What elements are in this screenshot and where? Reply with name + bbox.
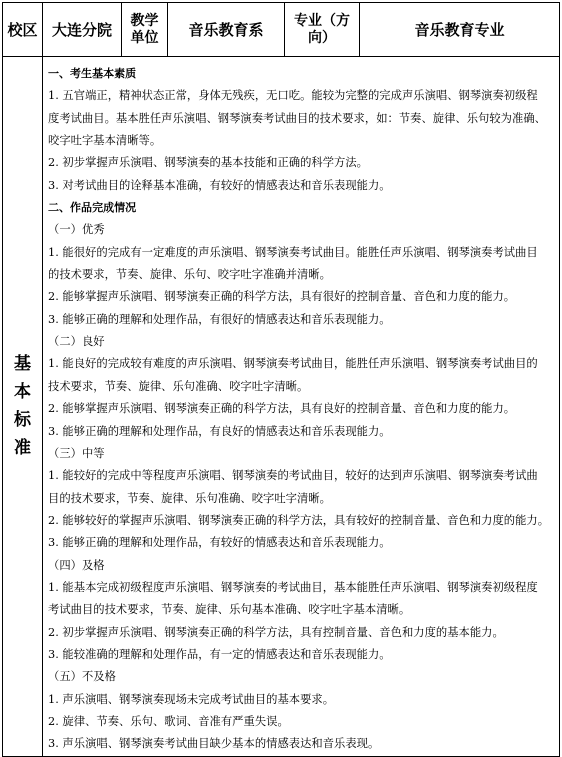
major-label bbox=[285, 3, 360, 57]
criteria-line: 1. 五官端正，精神状态正常，身体无残疾，无口吃。能较为完整的完成声乐演唱、钢琴演奏初级程 bbox=[48, 89, 538, 103]
criteria-line: 2. 能够较好的掌握声乐演唱、钢琴演奏正确的科学方法，具有较好的控制音量、音色和力度的能力。 bbox=[48, 513, 550, 527]
criteria-line: 1. 能良好的完成较有难度的声乐演唱、钢琴演奏考试曲目，能胜任声乐演唱、钢琴演奏考试曲目的 bbox=[48, 357, 538, 371]
criteria-line: 技术要求，节奏、旋律、乐句准确、咬字吐字清晰。 bbox=[48, 379, 309, 393]
criteria-line: 2. 能够掌握声乐演唱、钢琴演奏正确的科学方法，具有很好的控制音量、音色和力度的能力。 bbox=[48, 290, 516, 304]
criteria-document bbox=[2, 2, 559, 751]
basic-standard-label bbox=[3, 57, 43, 757]
criteria-line: （五）不及格 bbox=[48, 670, 116, 684]
criteria-line: 2. 旋律、节奏、乐句、歌词、音准有严重失误。 bbox=[48, 714, 289, 728]
criteria-line: 1. 能很好的完成有一定难度的声乐演唱、钢琴演奏考试曲目。能胜任声乐演唱、钢琴演奏考试曲目 bbox=[48, 245, 538, 259]
standards-content bbox=[43, 57, 560, 757]
criteria-line: （一）优秀 bbox=[48, 223, 105, 237]
criteria-line: 1. 能基本完成初级程度声乐演唱、钢琴演奏的考试曲目，基本能胜任声乐演唱、钢琴演奏初级程度 bbox=[48, 580, 538, 594]
criteria-line: 2. 初步掌握声乐演唱、钢琴演奏正确的科学方法，具有控制音量、音色和力度的基本能力。 bbox=[48, 625, 504, 639]
basic-standard-label-text: 基本标准 bbox=[13, 354, 31, 459]
criteria-line: 3. 能够正确的理解和处理作品，有很好的情感表达和音乐表现能力。 bbox=[48, 312, 391, 326]
criteria-line: （二）良好 bbox=[48, 335, 105, 349]
major-label-text: 专业（方向） bbox=[293, 12, 350, 46]
campus-value: 大连分院 bbox=[43, 3, 122, 57]
criteria-line: 1. 声乐演唱、钢琴演奏现场未完成考试曲目的基本要求。 bbox=[48, 692, 335, 706]
unit-label bbox=[122, 3, 168, 57]
criteria-line: 3. 能够正确的理解和处理作品，有较好的情感表达和音乐表现能力。 bbox=[48, 536, 391, 550]
criteria-line: 1. 能较好的完成中等程度声乐演唱、钢琴演奏的考试曲目，较好的达到声乐演唱、钢琴演奏考试曲 bbox=[48, 469, 538, 483]
criteria-table bbox=[2, 2, 560, 757]
standards-lines bbox=[48, 63, 555, 756]
criteria-line: 目的技术要求，节奏、旋律、乐句准确、咬字吐字清晰。 bbox=[48, 491, 331, 505]
criteria-line: 的技术要求，节奏、旋律、乐句、咬字吐字准确并清晰。 bbox=[48, 268, 331, 282]
criteria-line: （三）中等 bbox=[48, 446, 105, 460]
criteria-line: 考试曲目的技术要求，节奏、旋律、乐句基本准确、咬字吐字基本清晰。 bbox=[48, 603, 411, 617]
criteria-line: 3. 能够正确的理解和处理作品，有良好的情感表达和音乐表现能力。 bbox=[48, 424, 391, 438]
criteria-line: 2. 能够掌握声乐演唱、钢琴演奏正确的科学方法，具有良好的控制音量、音色和力度的能力。 bbox=[48, 402, 516, 416]
criteria-line: 3. 对考试曲目的诠释基本准确，有较好的情感表达和音乐表现能力。 bbox=[48, 178, 391, 192]
criteria-line: 3. 声乐演唱、钢琴演奏考试曲目缺少基本的情感表达和音乐表现。 bbox=[48, 737, 380, 751]
criteria-line: 度考试曲目。基本胜任声乐演唱、钢琴演奏考试曲目的技术要求，如：节奏、旋律、乐句较为准确、 bbox=[48, 111, 546, 125]
unit-label-text: 教学单位 bbox=[130, 12, 159, 46]
campus-label: 校区 bbox=[3, 3, 43, 57]
criteria-line: 2. 初步掌握声乐演唱、钢琴演奏的基本技能和正确的科学方法。 bbox=[48, 156, 368, 170]
standards-row bbox=[3, 57, 560, 757]
section-heading: 二、作品完成情况 bbox=[48, 201, 137, 215]
criteria-line: （四）及格 bbox=[48, 558, 105, 572]
section-heading: 一、考生基本素质 bbox=[48, 67, 137, 80]
unit-value: 音乐教育系 bbox=[168, 3, 285, 57]
criteria-line: 咬字吐字基本清晰等。 bbox=[48, 134, 162, 148]
criteria-line: 3. 能较准确的理解和处理作品，有一定的情感表达和音乐表现能力。 bbox=[48, 647, 391, 661]
header-row bbox=[3, 3, 560, 57]
major-value: 音乐教育专业 bbox=[360, 3, 560, 57]
